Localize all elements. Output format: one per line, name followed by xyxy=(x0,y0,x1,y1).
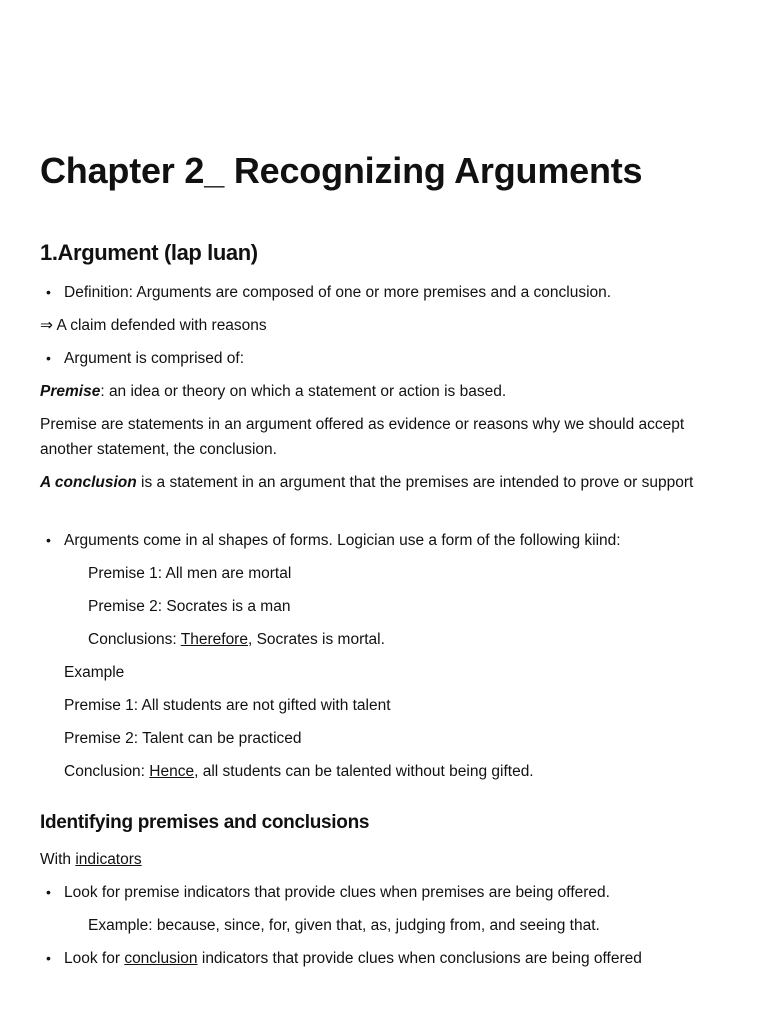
example-conclusion xyxy=(64,759,534,784)
form-premise-1: Premise 1: All men are mortal xyxy=(88,565,292,582)
page-title: Chapter 2_ Recognizing Arguments xyxy=(40,150,643,191)
premise-definition xyxy=(40,379,506,404)
premise-indicators-example: Example: because, since, for, given that, as, judging from, and seeing that. xyxy=(88,917,600,934)
premise-term: Premise xyxy=(40,383,101,400)
example-label: Example xyxy=(64,664,125,681)
example-premise-1: Premise 1: All students are not gifted with talent xyxy=(64,697,391,714)
conclusion-indicators-rest: indicators that provide clues when conclusions are being offered xyxy=(197,950,642,967)
premise-indicators-bullet: • Look for premise indicators that provide clues when premises are being offered. xyxy=(64,880,610,905)
example-conclusion-prefix: Conclusion: xyxy=(64,763,150,780)
example-conclusion-rest: , all students can be talented without being gifted. xyxy=(194,763,534,780)
conclusion-word: conclusion xyxy=(124,950,198,967)
section-heading-identifying: Identifying premises and conclusions xyxy=(40,812,370,833)
conclusion-term: A conclusion xyxy=(40,474,137,491)
form-conclusion xyxy=(88,627,385,652)
forms-bullet: • Arguments come in al shapes of forms. Logician use a form of the following kiind: xyxy=(64,528,621,553)
form-conclusion-indicator: Therefore xyxy=(180,631,248,648)
claim-line: ⇒ A claim defended with reasons xyxy=(40,317,267,334)
with-prefix: With xyxy=(40,851,76,868)
example-conclusion-indicator: Hence xyxy=(149,763,195,780)
indicators-word: indicators xyxy=(75,851,142,868)
comprised-bullet: • Argument is comprised of: xyxy=(64,346,244,371)
with-indicators-line xyxy=(40,847,142,872)
conclusion-indicators-bullet xyxy=(64,946,642,971)
conclusion-def-text: is a statement in an argument that the premises are intended to prove or support xyxy=(136,474,694,491)
conclusion-indicators-prefix: Look for xyxy=(64,950,125,967)
premise-paragraph: Premise are statements in an argument offered as evidence or reasons why we should accept another statement, the conclusion. xyxy=(40,416,685,458)
section-heading-argument: 1.Argument (lap luan) xyxy=(40,240,258,265)
form-premise-2: Premise 2: Socrates is a man xyxy=(88,598,291,615)
premise-def-text: : an idea or theory on which a statement or action is based. xyxy=(100,383,507,400)
form-conclusion-prefix: Conclusions: xyxy=(88,631,181,648)
conclusion-definition xyxy=(40,470,700,495)
definition-bullet: • Definition: Arguments are composed of one or more premises and a conclusion. xyxy=(64,280,611,305)
example-premise-2: Premise 2: Talent can be practiced xyxy=(64,730,302,747)
form-conclusion-rest: , Socrates is mortal. xyxy=(247,631,385,648)
